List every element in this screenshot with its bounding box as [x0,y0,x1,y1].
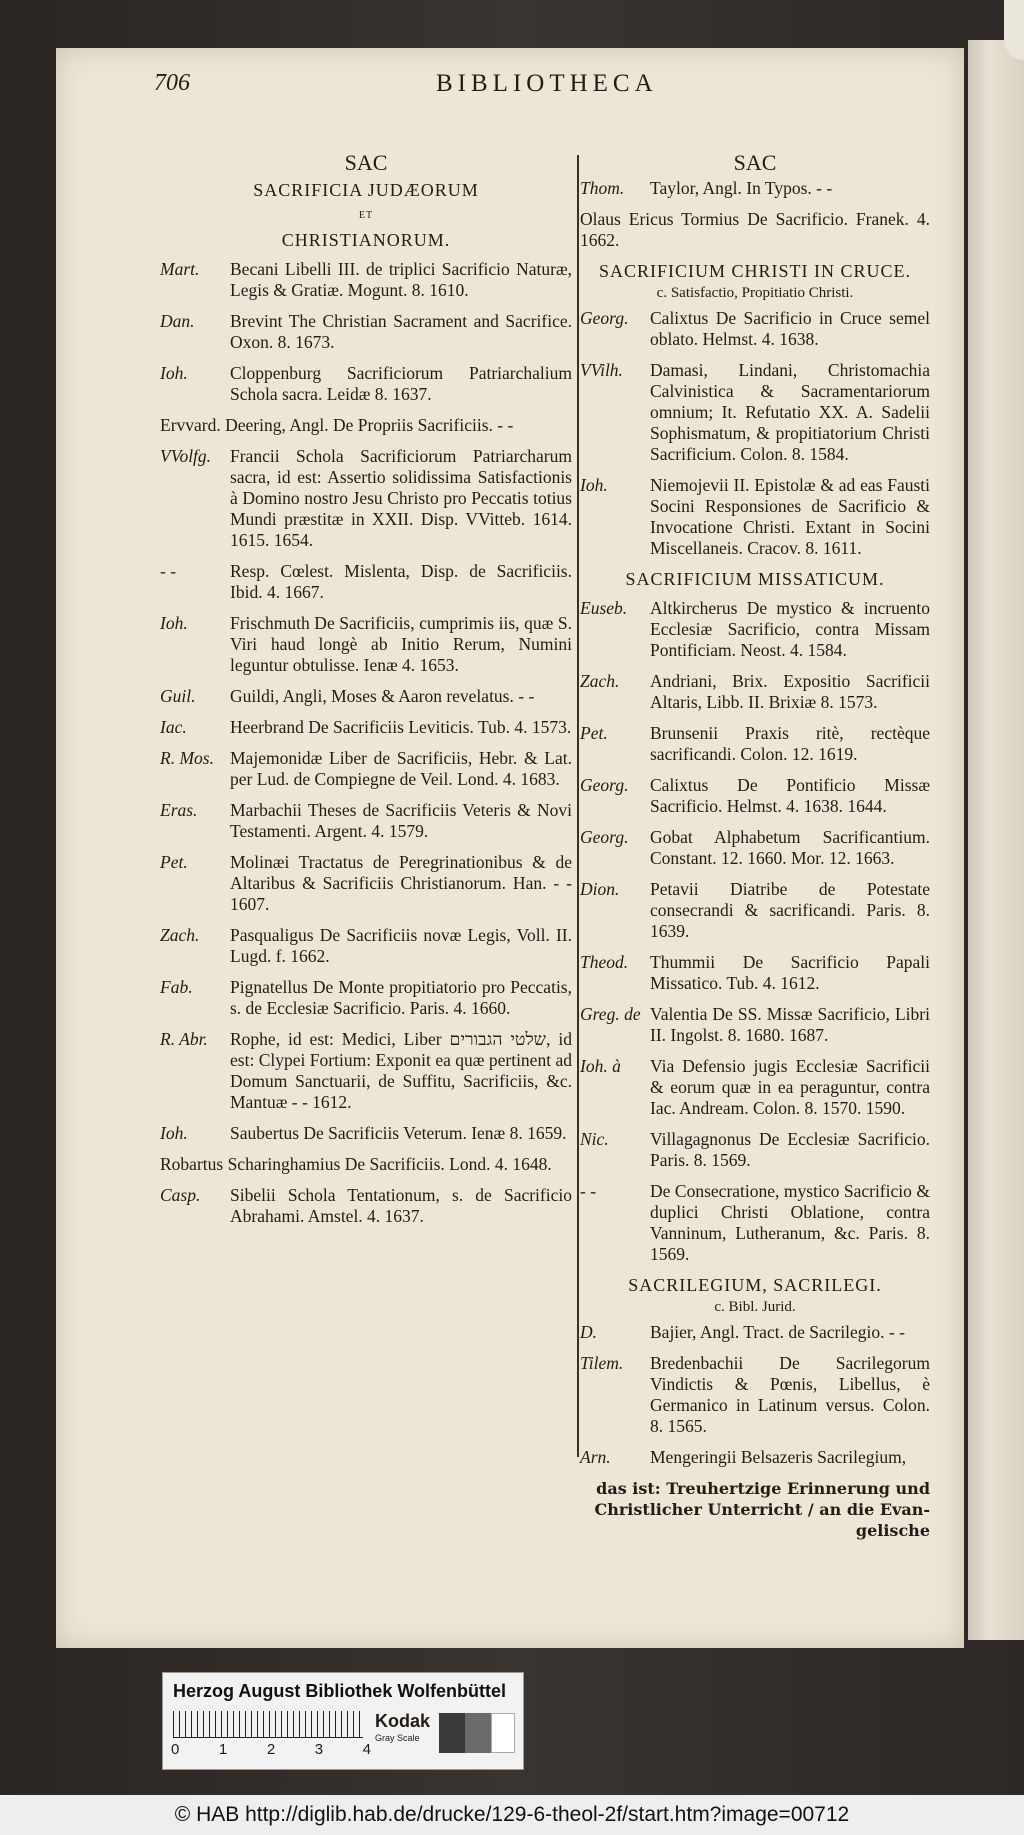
bibliography-entry [160,363,572,405]
entry-forename: Nic. [580,1129,609,1149]
entry-text: Valentia De SS. Missæ Sacrificio, Libri II. Ingolst. 8. 1680. 1687. [650,1004,930,1045]
entry-text: Heerbrand De Sacrificiis Leviticis. Tub. 4. 1573. [230,717,572,737]
bibliography-entry: Olaus Ericus Tormius De Sacrificio. Franek. 4. 1662. [580,209,930,250]
entry-forename: R. Mos. [160,748,214,768]
entry-forename: Casp. [160,1185,201,1205]
section-title: SACRILEGIUM, SACRILEGI. [628,1275,882,1295]
bibliography-entry [580,671,930,713]
bibliography-entry [580,775,930,817]
bibliography-entry [160,561,572,603]
entry-forename: Ioh. à [580,1056,621,1076]
entry-list [580,598,930,1265]
entry-forename: Mart. [160,259,200,279]
entry-forename: Dion. [580,879,620,899]
color-calibration-card [162,1672,524,1770]
bibliography-entry [580,1004,930,1046]
library-name: Herzog August Bibliothek Wolfenbüttel [173,1681,506,1701]
entry-text: Guildi, Angli, Moses & Aaron revelatus. - - [230,686,535,706]
page-corner [1004,0,1024,60]
gray-swatch-dark [439,1713,465,1753]
entry-forename: - - [160,561,177,581]
bibliography-entry: Robartus Scharinghamius De Sacrificiis. Lond. 4. 1648. [160,1154,552,1174]
entry-forename: - - [580,1181,597,1201]
entry-text: Petavii Diatribe de Potestate consecrandi & sacrificandi. Paris. 8. 1639. [650,879,930,941]
entry-text: Rophe, id est: Medici, Liber שלטי הגבורים, id est: Clypei Fortium: Exponit ea quæ pertinent ad Domum Sanctuarii, de Suffitu, Sacrificiis, &c. Mantuæ - - 1612. [230,1029,573,1112]
bibliography-entry [580,598,930,661]
entry-text: Thummii De Sacrificio Papali Missatico. Tub. 4. 1612. [650,952,930,993]
entry-forename: Ioh. [580,475,608,495]
entry-forename: Zach. [580,671,620,691]
entry-forename: Tilem. [580,1353,624,1373]
section-note: c. Satisfactio, Propitiatio Christi. [656,285,854,301]
bibliography-entry [160,311,572,353]
gothic-line: das ist: Treuhertzige Erinnerung und [596,1479,930,1498]
entry-text: Pignatellus De Monte propitiatorio pro Peccatis, s. de Ecclesiæ Sacrificio. Paris. 4. 1660. [230,977,572,1018]
entry-forename: Thom. [580,178,625,198]
entry-text: Villagagnonus De Ecclesiæ Sacrificio. Paris. 8. 1569. [650,1129,930,1170]
entry-forename: Euseb. [580,598,628,618]
gray-swatch-mid [465,1713,491,1753]
entry-text: Calixtus De Pontificio Missæ Sacrificio. Helmst. 4. 1638. 1644. [650,775,930,816]
bibliography-entry [580,308,930,350]
entry-forename: VVolfg. [160,446,212,466]
entry-forename: Zach. [160,925,200,945]
ruler-tick: 4 [362,1741,371,1758]
entry-text: Calixtus De Sacrificio in Cruce semel oblato. Helmst. 4. 1638. [650,308,930,349]
entry-text: Bajier, Angl. Tract. de Sacrilegio. - - [650,1322,905,1342]
bibliography-entry [580,1056,930,1119]
bibliography-entry [160,748,572,790]
gothic-line: Christlicher Unterricht / an die Evan- [594,1500,930,1519]
bibliography-entry [580,475,930,559]
bibliography-entry [580,1353,930,1437]
entry-forename: Greg. de [580,1004,641,1024]
entry-forename: Iac. [160,717,187,737]
facing-page-edge [968,40,1024,1640]
gray-scale-label: Gray Scale [375,1733,420,1743]
kodak-logo: Kodak [375,1711,431,1731]
entry-forename: Eras. [160,800,198,820]
entry-text: Gobat Alphabetum Sacrificantium. Constant. 12. 1660. Mor. 12. 1663. [650,827,930,868]
bibliography-entry [580,952,930,994]
entry-forename: Ioh. [160,1123,188,1143]
bibliography-entry [160,977,572,1019]
entry-forename: Georg. [580,827,629,847]
entry-forename: Pet. [580,723,608,743]
bibliography-entry [160,259,572,301]
entry-text: Becani Libelli III. de triplici Sacrificio Naturæ, Legis & Gratiæ. Mogunt. 8. 1610. [230,259,572,300]
entry-forename: Arn. [580,1447,611,1467]
ruler-scale [173,1711,363,1738]
bibliography-entry [580,723,930,765]
ruler-tick: 3 [314,1741,324,1758]
ruler-numbers [171,1741,371,1758]
bibliography-entry: Ervvard. Deering, Angl. De Propriis Sacrificiis. - - [160,415,514,435]
bibliography-entry [160,686,572,707]
left-column-head: SAC [344,150,388,175]
entry-text: Brevint The Christian Sacrament and Sacrifice. Oxon. 8. 1673. [230,311,572,352]
entry-text: Taylor, Angl. In Typos. - - [650,178,833,198]
bibliography-entry [580,1447,930,1468]
section-note: c. Bibl. Jurid. [714,1299,796,1315]
entry-forename: VVilh. [580,360,623,380]
bibliography-entry [580,879,930,942]
right-column-head: SAC [733,150,777,175]
entry-text: Brunsenii Praxis ritè, rectèque sacrificandi. Colon. 12. 1619. [650,723,930,764]
entry-text: Molinæi Tractatus de Peregrinationibus & de Altaribus & Sacrificiis Christianorum. Han. - - 1607. [230,852,572,914]
entry-list [160,259,572,1227]
entry-forename: D. [580,1322,598,1342]
left-column [160,150,572,1237]
entry-forename: Ioh. [160,363,188,383]
entry-forename: Georg. [580,775,629,795]
bibliography-entry [160,446,572,551]
page-number: 706 [154,70,190,96]
entry-text: Bredenbachii De Sacrilegorum Vindictis & Pœnis, Libellus, è Germanico in Latinum versus. Colon. 8. 1565. [650,1353,930,1436]
entry-text: Niemojevii II. Epistolæ & ad eas Fausti Socini Responsiones de Sacrificio & Invocatione Christi. Extant in Socini Miscellaneis. Cracov. 8. 1611. [650,475,930,558]
entry-forename: Ioh. [160,613,188,633]
column-rule [577,155,579,1457]
entry-list [580,1322,930,1468]
section-title: SACRIFICIUM MISSATICUM. [625,569,885,589]
page-header [154,70,894,110]
ruler-tick: 1 [218,1741,228,1758]
bibliography-entry [580,178,930,199]
section-title: SACRIFICIA JUDÆORUM [253,180,479,200]
entry-forename: Pet. [160,852,188,872]
ruler-tick: 0 [171,1741,180,1758]
entry-text: Frischmuth De Sacrificiis, cumprimis iis, quæ S. Viri haud longè ab Initio Rerum, Numini leguntur obtulisse. Ienæ 4. 1653. [230,613,572,675]
bibliography-entry [160,1185,572,1227]
entry-text: Resp. Cœlest. Mislenta, Disp. de Sacrificiis. Ibid. 4. 1667. [230,561,572,602]
bibliography-entry [580,1129,930,1171]
entry-text: Marbachii Theses de Sacrificiis Veteris & Novi Testamenti. Argent. 4. 1579. [230,800,572,841]
entry-text: Francii Schola Sacrificiorum Patriarcharum sacra, id est: Assertio solidissima Satisfactionis à Domino nostro Jesu Christo pro Peccatis totius Mundi præstitæ in XXII. Disp. VVitteb. 1614. 1615. 1654. [230,446,572,550]
entry-text: Damasi, Lindani, Christomachia Calvinistica & Sacramentariorum omnium; It. Refutatio XX. A. Sadelii Sophismatum, & propitiatorium Christi Sacrificium. Colon. 8. 1584. [650,360,930,464]
entry-text: Cloppenburg Sacrificiorum Patriarchalium Schola sacra. Leidæ 8. 1637. [230,363,572,404]
section-title: SACRIFICIUM CHRISTI IN CRUCE. [598,261,912,281]
section-title: CHRISTIANORUM. [281,230,451,250]
entry-forename: Fab. [160,977,193,997]
entry-text: Saubertus De Sacrificiis Veterum. Ienæ 8. 1659. [230,1123,567,1143]
bibliography-entry [160,852,572,915]
bibliography-entry [160,613,572,676]
entry-forename: Dan. [160,311,195,331]
entry-text: Altkircherus De mystico & incruento Ecclesiæ Sacrificio, contra Missam Pontificiam. Neost. 4. 1584. [650,598,930,660]
right-column [580,150,930,1541]
bibliography-entry [160,925,572,967]
bibliography-entry [580,1181,930,1265]
entry-text: Majemonidæ Liber de Sacrificiis, Hebr. & Lat. per Lud. de Compiegne de Veil. Lond. 4. 1683. [230,748,572,789]
entry-text: Sibelii Schola Tentationum, s. de Sacrificio Abrahami. Amstel. 4. 1637. [230,1185,572,1226]
entry-forename: Guil. [160,686,196,706]
ruler-tick: 2 [266,1741,276,1758]
bibliography-entry [160,1029,572,1113]
entry-text: Via Defensio jugis Ecclesiæ Sacrificii & eorum quæ in ea peraguntur, contra Iac. Andream. Colon. 8. 1570. 1590. [650,1056,930,1118]
gray-swatch-white [491,1713,515,1753]
bibliography-entry [160,1123,572,1144]
bibliography-entry [580,1322,930,1343]
bibliography-entry [160,717,572,738]
entry-text: Mengeringii Belsazeris Sacrilegium, [650,1447,907,1467]
entry-list [580,308,930,559]
gothic-line: gelische [855,1521,930,1540]
section-connector: ET [358,210,374,221]
entry-list [580,178,930,251]
bibliography-entry [580,360,930,465]
source-footer: © HAB http://diglib.hab.de/drucke/129-6-theol-2f/start.htm?image=00712 [0,1795,1024,1835]
bibliography-entry [160,800,572,842]
running-title: BIBLIOTHECA [436,70,658,97]
entry-text: De Consecratione, mystico Sacrificio & duplici Christi Oblatione, contra Vanninum, Lutheranum, &c. Paris. 8. 1569. [650,1181,930,1264]
entry-forename: Theod. [580,952,629,972]
entry-forename: Georg. [580,308,629,328]
entry-text: Andriani, Brix. Expositio Sacrificii Altaris, Libb. II. Brixiæ 8. 1573. [650,671,930,712]
entry-text: Pasqualigus De Sacrificiis novæ Legis, Voll. II. Lugd. f. 1662. [230,925,572,966]
entry-forename: R. Abr. [160,1029,208,1049]
bibliography-entry [580,827,930,869]
